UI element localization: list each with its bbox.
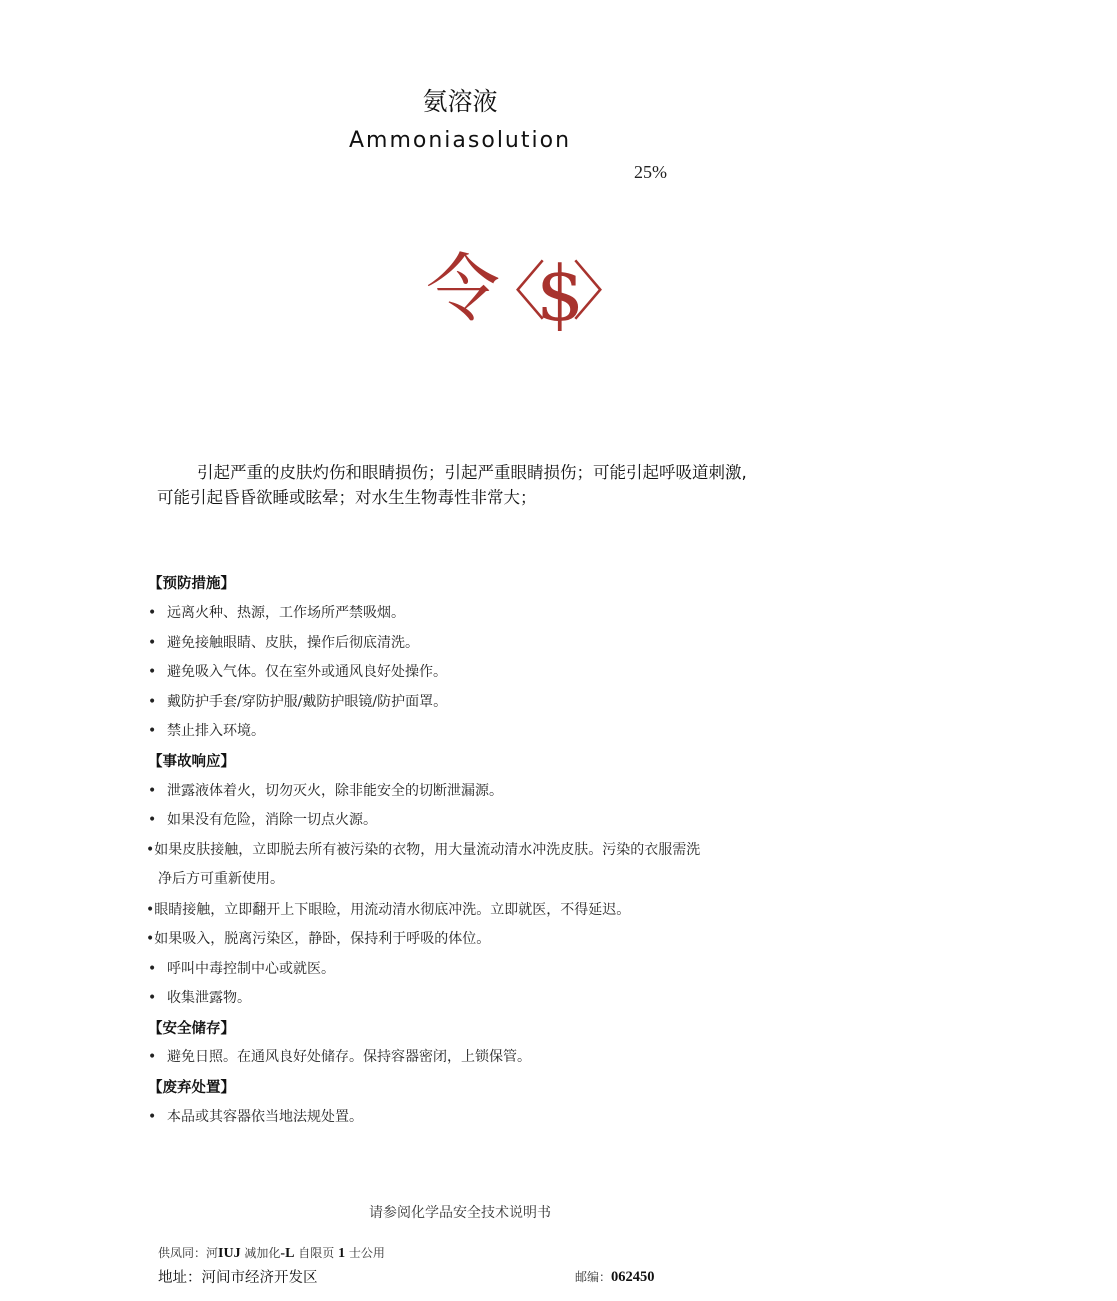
bullet-icon: •	[148, 783, 157, 799]
bullet-icon: •	[148, 635, 157, 651]
list-item-text: 如果没有危险，消除一切点火源。	[167, 812, 377, 828]
supplier-fragment: 减加化	[244, 1246, 281, 1260]
list-item	[146, 928, 490, 948]
bullet-icon: •	[148, 961, 157, 977]
bullet-icon: •	[148, 664, 157, 680]
bullet-icon: •	[146, 902, 155, 918]
list-item-text: 远离火种、热源，工作场所严禁吸烟。	[167, 605, 405, 621]
list-item	[148, 632, 419, 652]
list-item	[148, 602, 405, 622]
list-item-text: 收集泄露物。	[167, 990, 251, 1006]
list-item-text: 避免接触眼睛、皮肤，操作后彻底清洗。	[167, 635, 419, 651]
postal-code	[575, 1268, 655, 1286]
list-item	[148, 780, 503, 800]
list-item-text: 呼叫中毒控制中心或就医。	[167, 961, 335, 977]
list-item	[148, 691, 447, 711]
list-item	[146, 899, 630, 919]
hazard-statement-line-1: 引起严重的皮肤灼伤和眼睛损伤；引起严重眼睛损伤；可能引起呼吸道刺激,	[197, 463, 747, 482]
list-item	[148, 1106, 363, 1126]
section-title-response: 【事故响应】	[148, 754, 235, 770]
list-item	[146, 839, 700, 859]
list-item-text: 避免吸入气体。仅在室外或通风良好处操作。	[167, 664, 447, 680]
concentration: 25%	[634, 162, 667, 182]
list-item-continuation: 净后方可重新使用。	[158, 871, 284, 887]
bullet-icon: •	[148, 694, 157, 710]
list-item-text: 避免日照。在通风良好处储存。保持容器密闭，上锁保管。	[167, 1049, 531, 1065]
bullet-icon: •	[148, 990, 157, 1006]
hazard-pictograms	[424, 244, 636, 338]
supplier-prefix: 供凤同：河	[158, 1246, 219, 1260]
supplier-fragment: 自限页	[298, 1246, 335, 1260]
supplier-suffix: 士公用	[348, 1246, 385, 1260]
address: 地址：河间市经济开发区	[158, 1270, 318, 1286]
bullet-icon: •	[148, 1109, 157, 1125]
bullet-icon: •	[146, 931, 155, 947]
bullet-icon: •	[148, 812, 157, 828]
pictogram-glyph-2: 〈	[482, 256, 546, 330]
list-item	[148, 987, 251, 1007]
bullet-icon: •	[148, 723, 157, 739]
sds-reference-note: 请参阅化学品安全技术说明书	[369, 1205, 551, 1221]
pictogram-glyph-1: 令	[426, 246, 500, 332]
supplier-fragment: 1	[338, 1246, 346, 1261]
pictogram-glyph-3: $	[536, 249, 585, 338]
bullet-icon: •	[148, 1049, 157, 1065]
supplier-line	[158, 1244, 385, 1262]
list-item-text: 如果皮肤接触，立即脱去所有被污染的衣物，用大量流动清水冲洗皮肤。污染的衣服需洗	[154, 842, 701, 858]
list-item	[148, 1046, 531, 1066]
bullet-icon: •	[146, 842, 155, 858]
list-item-text: 禁止排入环境。	[167, 723, 265, 739]
supplier-fragment: IUJ	[218, 1246, 241, 1261]
pictogram-glyph-4: 〉	[572, 256, 636, 330]
list-item-text: 本品或其容器依当地法规处置。	[167, 1109, 363, 1125]
supplier-fragment: -L	[280, 1246, 295, 1261]
postal-label: 邮编：	[575, 1270, 612, 1284]
list-item-text: 眼睛接触，立即翻开上下眼睑，用流动清水彻底冲洗。立即就医，不得延迟。	[154, 902, 631, 918]
postal-code-value: 062450	[611, 1269, 655, 1285]
section-title-storage: 【安全储存】	[148, 1021, 235, 1037]
list-item-text: 如果吸入，脱离污染区，静卧，保持利于呼吸的体位。	[154, 931, 491, 947]
list-item	[148, 720, 265, 740]
product-name-en: Ammoniasolution	[348, 128, 572, 153]
product-name-cn: 氨溶液	[422, 87, 498, 116]
list-item-text: 戴防护手套/穿防护服/戴防护眼镜/防护面罩。	[167, 694, 448, 710]
list-item-text: 泄露液体着火，切勿灭火，除非能安全的切断泄漏源。	[167, 783, 503, 799]
list-item	[148, 809, 377, 829]
section-title-disposal: 【废弃处置】	[148, 1080, 235, 1096]
section-title-prevention: 【预防措施】	[148, 576, 235, 592]
bullet-icon: •	[148, 605, 157, 621]
list-item	[148, 661, 447, 681]
list-item	[148, 958, 335, 978]
hazard-statement-line-2: 可能引起昏昏欲睡或眩晕；对水生生物毒性非常大；	[157, 488, 537, 507]
